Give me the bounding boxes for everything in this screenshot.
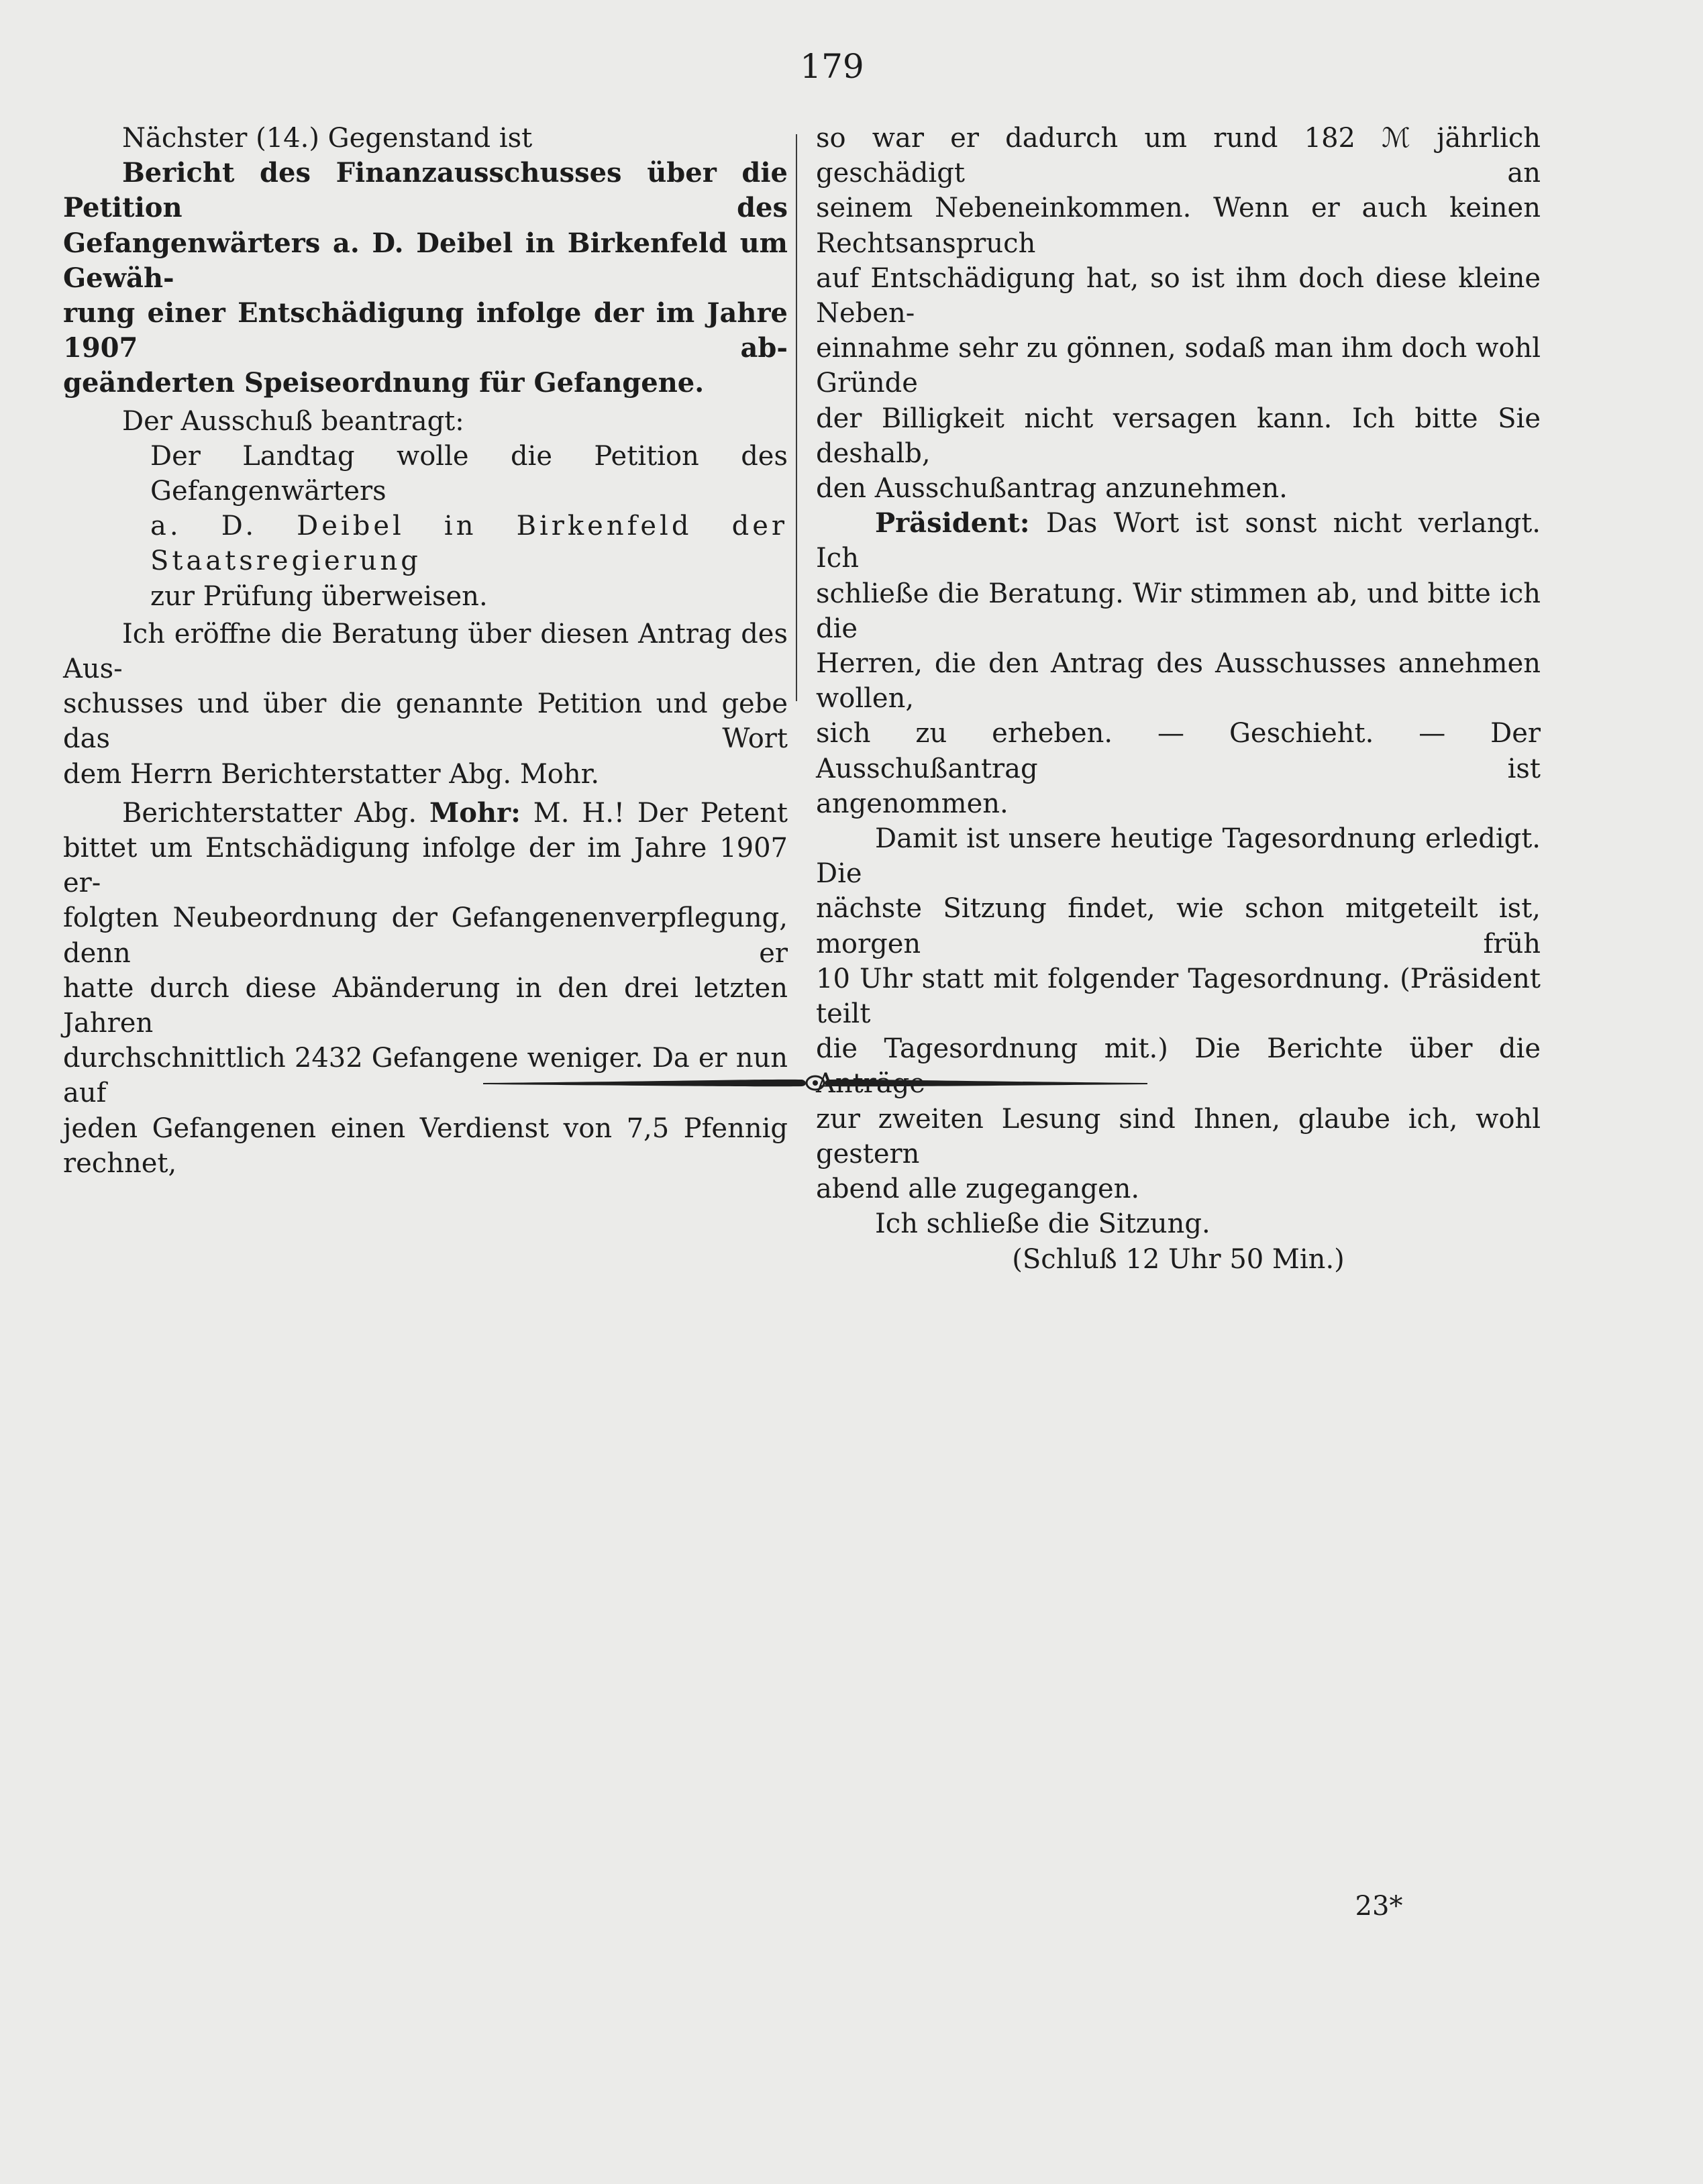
heading-line: Gefangenwärters a. D. Deibel in Birkenfeld um Gewäh- <box>63 227 788 294</box>
speaker-name: Mohr: <box>429 796 521 829</box>
motion-line: zur Prüfung überweisen. <box>150 580 488 612</box>
president-line: sich zu erheben. — Geschieht. — Der Ausschußantrag ist <box>816 718 1541 784</box>
report-line: den Ausschußantrag anzunehmen. <box>816 473 1288 505</box>
report-line: durchschnittlich 2432 Gefangene weniger. Da er nun auf <box>63 1043 788 1109</box>
report-line: seinem Nebeneinkommen. Wenn er auch keinen Rechtsanspruch <box>816 193 1541 259</box>
closing-line: zur zweiten Lesung sind Ihnen, glaube ich, wohl gestern <box>816 1103 1541 1169</box>
closing-line: nächste Sitzung findet, wie schon mitgeteilt ist, morgen früh <box>816 893 1541 959</box>
heading-line: geänderten Speiseordnung für Gefangene. <box>63 367 705 399</box>
rapporteur-statement <box>63 796 788 1181</box>
speaker-prefix: Berichterstatter Abg. <box>122 797 417 829</box>
report-line: jeden Gefangenen einen Verdienst von 7,5 Pfennig rechnet, <box>63 1112 788 1179</box>
right-column <box>816 121 1541 1277</box>
motion-text <box>63 439 788 614</box>
heading-line: rung einer Entschädigung infolge der im Jahre 1907 ab- <box>63 297 788 364</box>
report-heading <box>63 156 788 401</box>
speech-start: Das Wort ist sonst nicht verlangt. Ich <box>816 508 1541 574</box>
motion-intro: Der Ausschuß beantragt: <box>122 405 464 437</box>
president-line: Herren, die den Antrag des Ausschusses annehmen wollen, <box>816 648 1541 715</box>
motion-line: a. D. Deibel in Birkenfeld der Staatsregierung <box>150 511 788 577</box>
closing-line: abend alle zugegangen. <box>816 1174 1140 1205</box>
closing-line: 10 Uhr statt mit folgender Tagesordnung. (Präsident teilt <box>816 963 1541 1030</box>
debate-line: dem Herrn Berichterstatter Abg. Mohr. <box>63 758 600 790</box>
report-line: der Billigkeit nicht versagen kann. Ich bitte Sie deshalb, <box>816 403 1541 469</box>
president-statement <box>816 506 1541 821</box>
motion-line: Der Landtag wolle die Petition des Gefangenwärters <box>150 440 788 507</box>
report-line: auf Entschädigung hat, so ist ihm doch diese kleine Neben- <box>816 262 1541 329</box>
report-line: bittet um Entschädigung infolge der im Jahre 1907 er- <box>63 833 788 899</box>
signature-mark: 23* <box>1355 1891 1403 1922</box>
president-line: schließe die Beratung. Wir stimmen ab, und bitte ich die <box>816 578 1541 644</box>
speaker-name: Präsident: <box>875 507 1030 539</box>
report-line: hatte durch diese Abänderung in den drei letzten Jahren <box>63 972 788 1039</box>
closing-line: die Tagesordnung mit.) Die Berichte über die <box>816 1033 1541 1065</box>
column-divider <box>796 134 797 701</box>
closing-line: Damit ist unsere heutige Tagesordnung erledigt. Die <box>816 823 1541 890</box>
debate-line: schusses und über die genannte Petition und gebe das Wort <box>63 688 788 755</box>
report-line: so war er dadurch um rund 182 ℳ jährlich geschädigt an <box>816 123 1541 189</box>
president-line <box>816 506 1541 576</box>
report-line: folgten Neubeordnung der Gefangenenverpflegung, denn er <box>63 902 788 969</box>
report-continuation <box>816 121 1541 506</box>
speech-start: M. H.! Der Petent <box>533 797 788 829</box>
ornament-divider-icon <box>483 1068 1147 1100</box>
report-line <box>63 796 788 831</box>
report-line: einnahme sehr zu gönnen, sodaß man ihm doch wohl Gründe <box>816 333 1541 399</box>
page-number: 179 <box>800 47 864 86</box>
closing-remarks <box>816 821 1541 1206</box>
heading-line: Bericht des Finanzausschusses über die Petition des <box>63 157 788 224</box>
closing-time: (Schluß 12 Uhr 50 Min.) <box>1012 1243 1345 1275</box>
debate-line: Ich eröffne die Beratung über diesen Antrag des Aus- <box>63 618 788 685</box>
agenda-intro: Nächster (14.) Gegenstand ist <box>122 123 533 154</box>
left-column <box>63 121 788 1181</box>
debate-opening <box>63 617 788 792</box>
president-line: angenommen. <box>816 788 1009 819</box>
session-close: Ich schließe die Sitzung. <box>875 1208 1210 1240</box>
